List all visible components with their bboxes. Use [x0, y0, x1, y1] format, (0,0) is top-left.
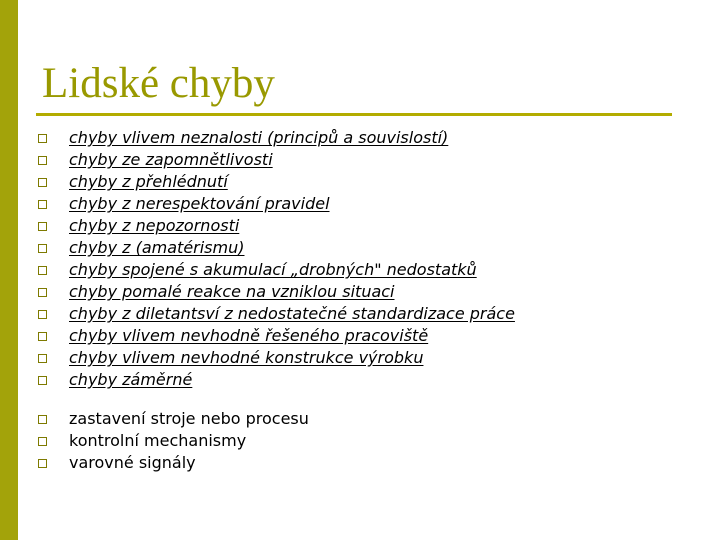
list-item: [38, 281, 515, 303]
square-bullet-icon: [38, 354, 47, 363]
list-item-text: zastavení stroje nebo procesu: [69, 409, 309, 428]
list-item: [38, 127, 515, 149]
list-item-text: chyby z (amatérismu): [69, 238, 245, 257]
list-item: [38, 347, 515, 369]
countermeasures-list: [38, 408, 309, 474]
error-types-list: [38, 127, 515, 391]
square-bullet-icon: [38, 332, 47, 341]
list-item: [38, 237, 515, 259]
list-item-text: chyby ze zapomnětlivosti: [69, 150, 273, 169]
list-item-text: varovné signály: [69, 453, 196, 472]
square-bullet-icon: [38, 200, 47, 209]
list-item-text: chyby vlivem nevhodné konstrukce výrobku: [69, 348, 424, 367]
square-bullet-icon: [38, 288, 47, 297]
square-bullet-icon: [38, 376, 47, 385]
list-item-text: chyby vlivem neznalosti (principů a souvislostí): [69, 128, 449, 147]
title-underline-rule: [36, 113, 672, 116]
list-item: [38, 430, 309, 452]
square-bullet-icon: [38, 310, 47, 319]
slide-title: Lidské chyby: [42, 60, 275, 107]
square-bullet-icon: [38, 415, 47, 424]
square-bullet-icon: [38, 134, 47, 143]
square-bullet-icon: [38, 244, 47, 253]
list-item: [38, 325, 515, 347]
list-item-text: chyby záměrné: [69, 370, 193, 389]
list-item-text: chyby z přehlédnutí: [69, 172, 228, 191]
list-item-text: kontrolní mechanismy: [69, 431, 247, 450]
list-item: [38, 193, 515, 215]
list-item-text: chyby pomalé reakce na vzniklou situaci: [69, 282, 395, 301]
list-item: [38, 171, 515, 193]
slide-accent-bar: [0, 0, 18, 540]
square-bullet-icon: [38, 222, 47, 231]
square-bullet-icon: [38, 156, 47, 165]
list-item: [38, 149, 515, 171]
list-item-text: chyby spojené s akumulací „drobných" nedostatků: [69, 260, 477, 279]
square-bullet-icon: [38, 459, 47, 468]
list-item-text: chyby z diletantsví z nedostatečné standardizace práce: [69, 304, 515, 323]
list-item: [38, 408, 309, 430]
list-item: [38, 259, 515, 281]
square-bullet-icon: [38, 266, 47, 275]
list-item: [38, 452, 309, 474]
list-item-text: chyby z nepozornosti: [69, 216, 240, 235]
list-item: [38, 303, 515, 325]
list-item: [38, 369, 515, 391]
square-bullet-icon: [38, 178, 47, 187]
list-item: [38, 215, 515, 237]
list-item-text: chyby z nerespektování pravidel: [69, 194, 330, 213]
list-item-text: chyby vlivem nevhodně řešeného pracoviště: [69, 326, 429, 345]
square-bullet-icon: [38, 437, 47, 446]
